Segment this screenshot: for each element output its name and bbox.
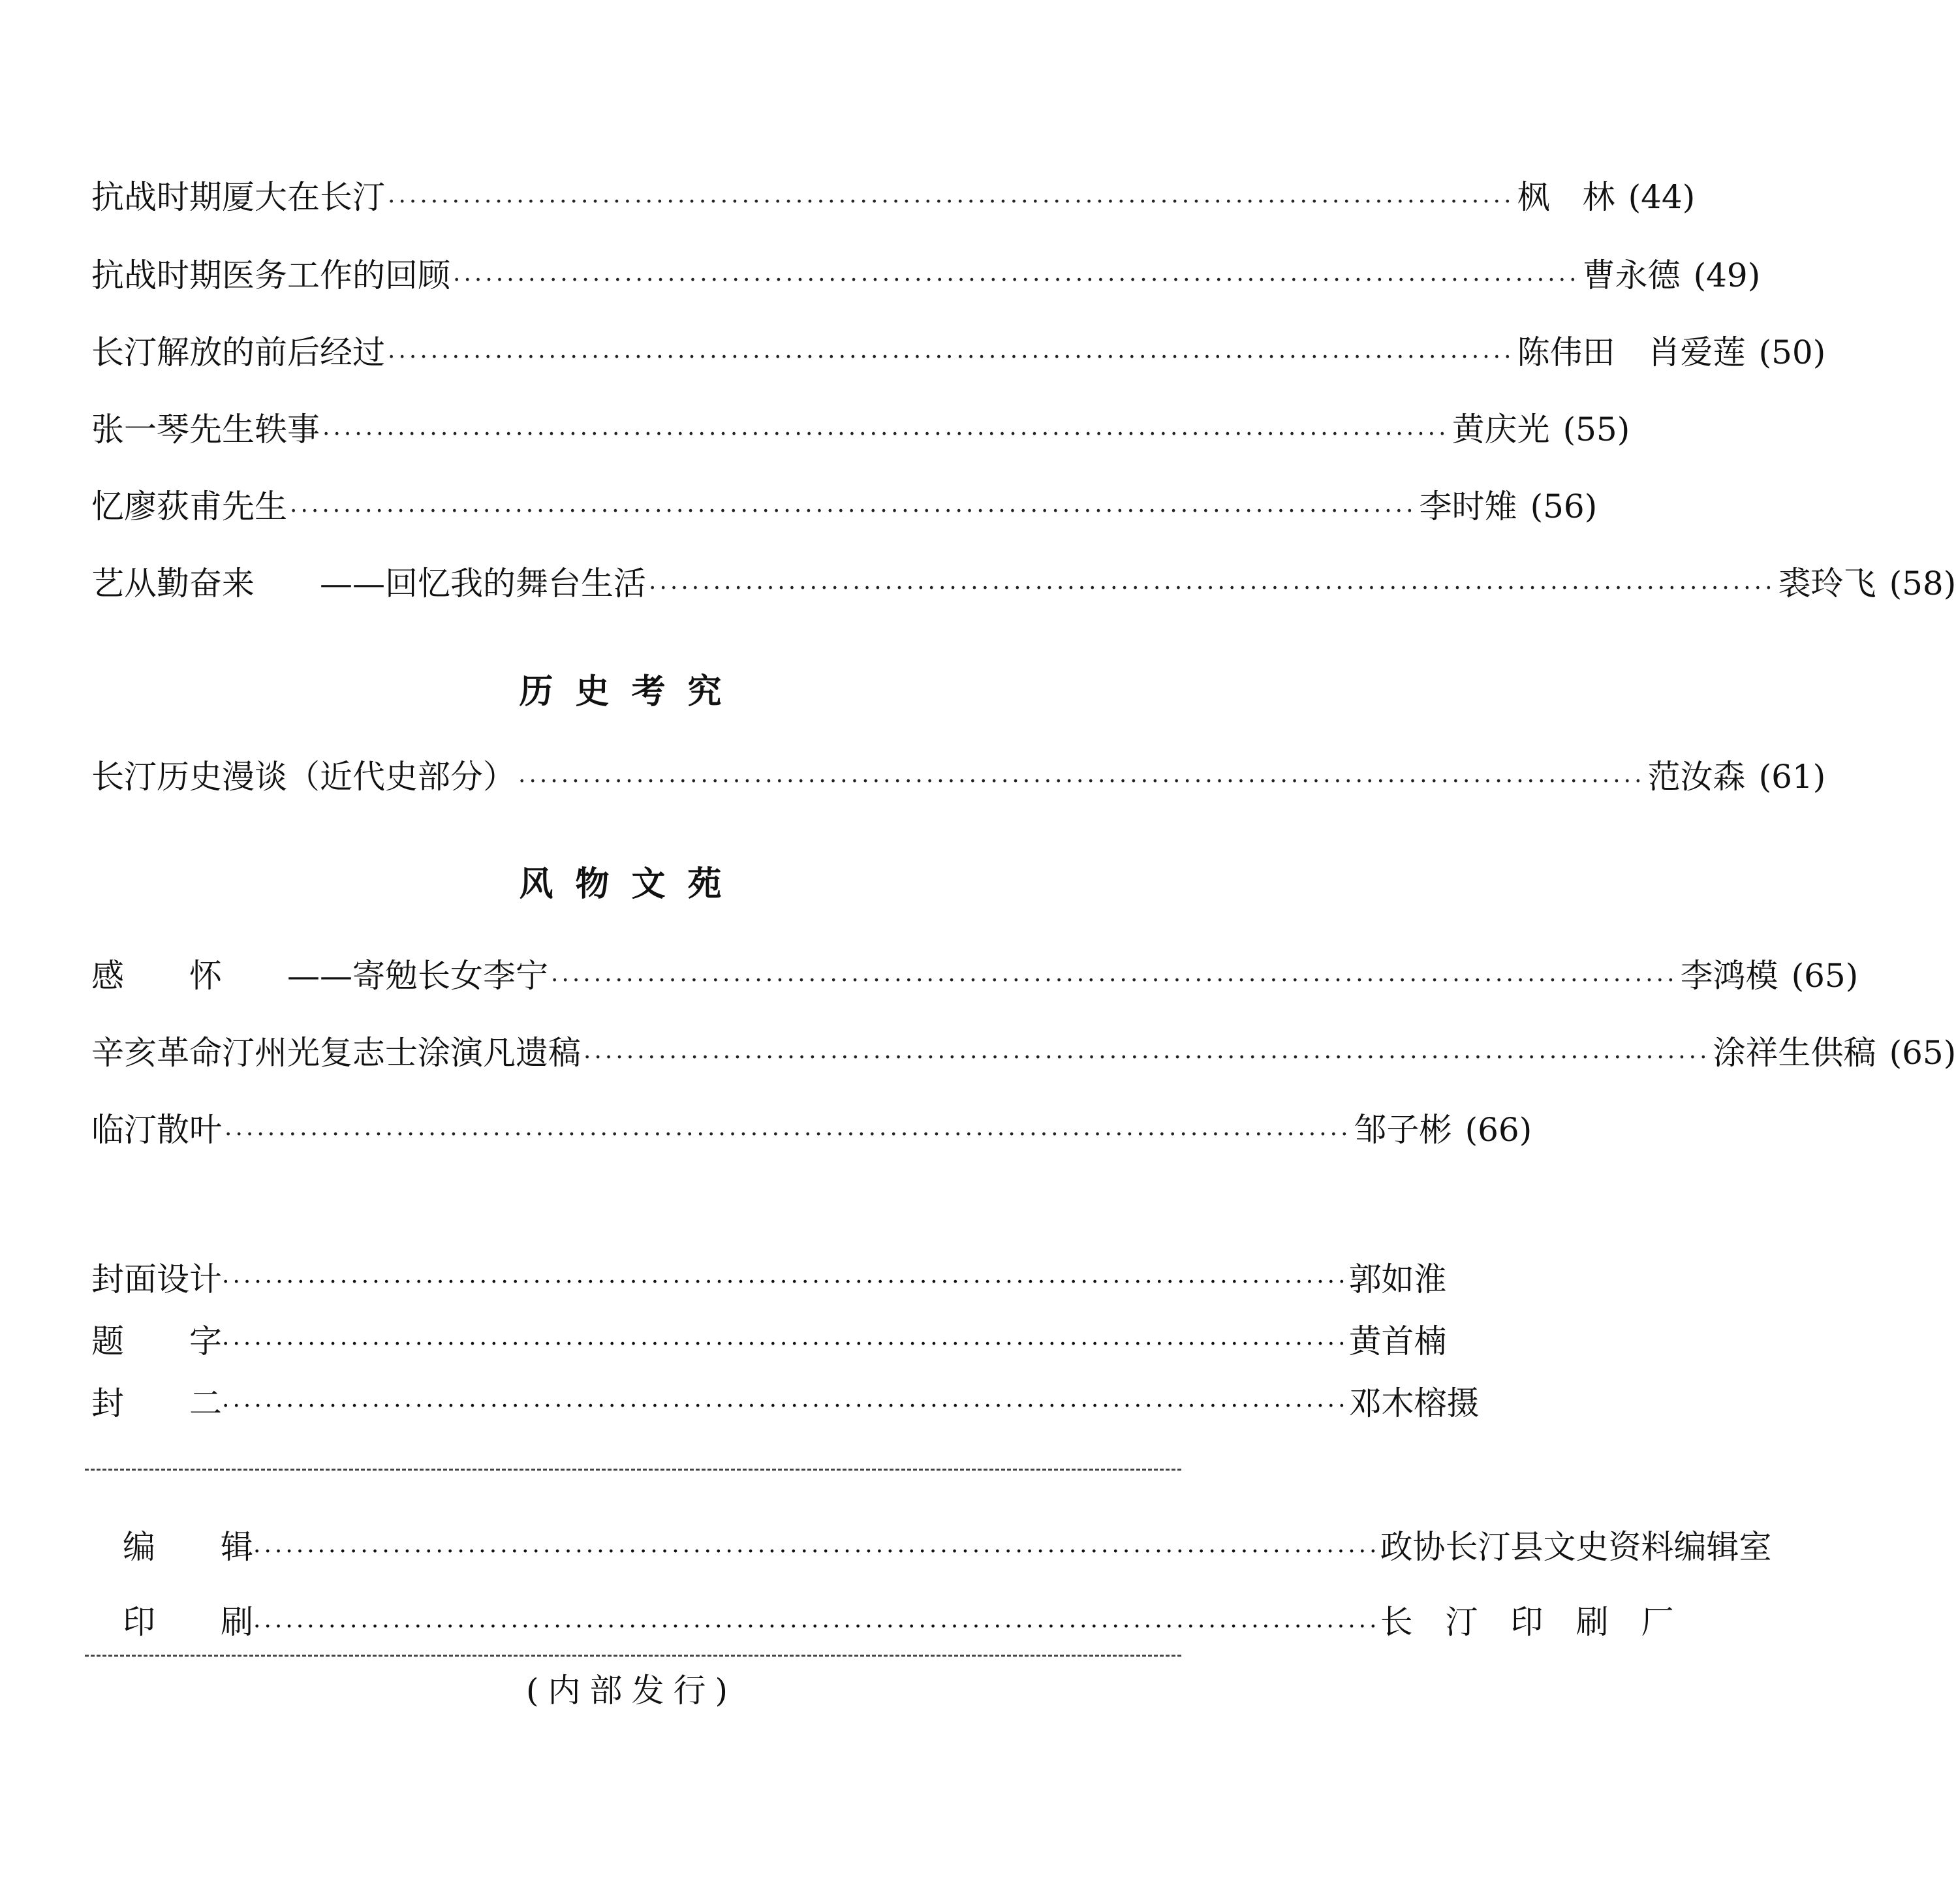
credit-value: 郭如淮 — [1348, 1260, 1447, 1298]
dot-leader: ········································································································· — [225, 1121, 1352, 1148]
publication-value: 长 汀 印 刷 厂 — [1380, 1603, 1674, 1641]
toc-entry[interactable] — [91, 1027, 1956, 1079]
section-heading-history: 历史考究 — [519, 672, 744, 711]
toc-entry-title: 临汀散叶 — [91, 1111, 222, 1149]
publication-value: 政协长汀县文史资料编辑室 — [1380, 1528, 1772, 1566]
toc-entry-title: 艺从勤奋来 ——回忆我的舞台生活 — [91, 565, 646, 602]
toc-entry[interactable] — [91, 403, 1630, 456]
credit-entry — [91, 1381, 1480, 1426]
divider-top — [85, 1469, 1181, 1471]
toc-entry-page: (55) — [1562, 411, 1630, 448]
toc-entry-page: (49) — [1693, 257, 1761, 294]
dot-leader: ········································································································· — [388, 344, 1515, 371]
toc-entry[interactable] — [91, 751, 1826, 803]
toc-entry-author: 枫 林 — [1517, 178, 1615, 216]
toc-entry-author: 邹子彬 — [1354, 1111, 1452, 1149]
toc-entry-title: 张一琴先生轶事 — [91, 411, 320, 448]
dot-leader: ········································································································· — [253, 1538, 1380, 1565]
toc-entry-page: (56) — [1530, 488, 1598, 525]
toc-entry[interactable] — [91, 249, 1761, 302]
toc-entry[interactable] — [91, 1104, 1532, 1156]
credit-value: 黄首楠 — [1348, 1322, 1447, 1360]
dot-leader: ········································································································· — [253, 1614, 1380, 1640]
dot-leader: ········································································································· — [453, 267, 1580, 294]
toc-entry-page: (65) — [1889, 1034, 1956, 1072]
section-heading-culture: 风物文苑 — [519, 864, 744, 904]
toc-entry-author: 李鸿模 — [1680, 957, 1778, 995]
dot-leader: ········································································································· — [649, 575, 1776, 602]
dot-leader: ········································································································· — [290, 498, 1417, 525]
credit-label: 封 二 — [91, 1384, 222, 1422]
toc-entry-author: 涂祥生供稿 — [1713, 1034, 1876, 1072]
toc-entry-page: (61) — [1758, 758, 1826, 796]
toc-entry[interactable] — [91, 480, 1598, 533]
toc-entry-title: 感 怀 ——寄勉长女李宁 — [91, 957, 548, 995]
toc-entry-page: (50) — [1758, 334, 1826, 371]
toc-entry-page: (65) — [1791, 957, 1859, 995]
toc-entry-author: 黄庆光 — [1451, 411, 1550, 448]
dot-leader: ········································································································· — [222, 1331, 1349, 1358]
toc-entry[interactable] — [91, 171, 1696, 223]
publication-label: 编 辑 — [123, 1528, 253, 1566]
dot-leader: ········································································································· — [583, 1044, 1711, 1071]
credit-value: 邓木榕摄 — [1348, 1384, 1480, 1422]
toc-entry-title: 抗战时期医务工作的回顾 — [91, 257, 450, 294]
toc-entry-author: 曹永德 — [1582, 257, 1681, 294]
toc-entry-author: 范汝森 — [1647, 758, 1746, 796]
dot-leader: ········································································································· — [518, 768, 1645, 795]
toc-entry[interactable] — [91, 557, 1956, 610]
toc-entry-page: (44) — [1628, 178, 1696, 216]
distribution-note: (内部发行) — [525, 1672, 737, 1709]
toc-entry-title: 忆廖荻甫先生 — [91, 488, 287, 525]
credit-entry — [91, 1256, 1447, 1302]
dot-leader: ········································································································· — [551, 967, 1678, 994]
toc-entry-author: 裘玲飞 — [1778, 565, 1876, 602]
divider-bottom — [85, 1655, 1181, 1657]
toc-entry-page: (66) — [1465, 1111, 1532, 1149]
credit-label: 封面设计 — [91, 1260, 222, 1298]
publication-entry — [123, 1521, 1772, 1573]
dot-leader: ········································································································· — [388, 189, 1515, 215]
dot-leader: ········································································································· — [222, 1393, 1349, 1420]
publication-label: 印 刷 — [123, 1603, 253, 1641]
toc-entry[interactable] — [91, 326, 1826, 379]
toc-entry-author: 李时雉 — [1419, 488, 1517, 525]
credit-entry — [91, 1319, 1447, 1364]
credit-label: 题 字 — [91, 1322, 222, 1360]
dot-leader: ········································································································· — [222, 1269, 1349, 1296]
toc-entry-page: (58) — [1889, 565, 1956, 602]
toc-entry-title: 长汀历史漫谈（近代史部分） — [91, 758, 516, 796]
toc-entry[interactable] — [91, 950, 1859, 1002]
toc-entry-title: 抗战时期厦大在长汀 — [91, 178, 385, 216]
dot-leader: ········································································································· — [322, 421, 1450, 448]
toc-entry-title: 辛亥革命汀州光复志士涂演凡遗稿 — [91, 1034, 581, 1072]
publication-entry — [123, 1596, 1674, 1648]
toc-entry-title: 长汀解放的前后经过 — [91, 334, 385, 371]
toc-entry-author: 陈伟田 肖爱莲 — [1517, 334, 1746, 371]
